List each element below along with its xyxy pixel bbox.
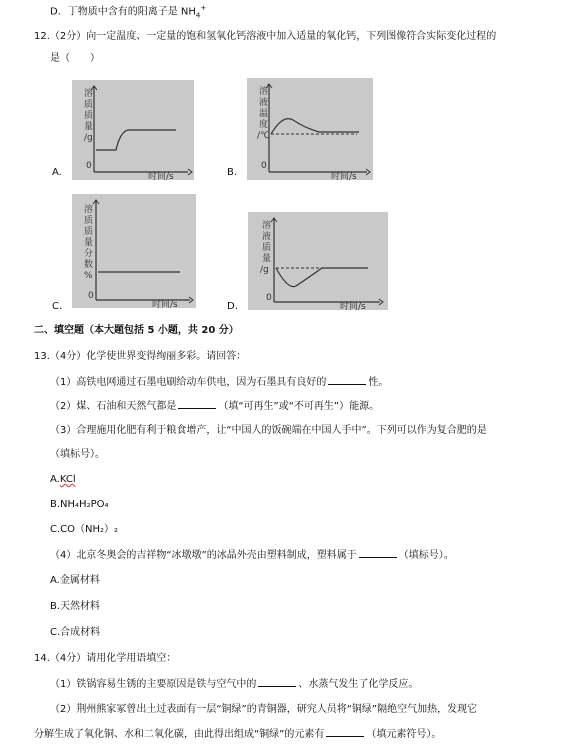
q12-option-b-letter: B. [227, 167, 238, 178]
q12-option-c-letter: C. [52, 301, 63, 312]
graph-b-ylabel-1: 溶 [259, 87, 269, 97]
graph-d-origin: 0 [266, 293, 272, 303]
q13-part4-option-a: A.金属材料 [50, 575, 100, 586]
graph-d-ylabel-4: 量 [262, 254, 272, 264]
q13-option-c: C.CO（NH₂）₂ [50, 524, 119, 535]
q13-part4-blank[interactable] [359, 548, 397, 558]
graph-a-svg [72, 80, 194, 180]
graph-a-origin: 0 [86, 161, 92, 171]
graph-d-ylabel-1: 溶 [262, 221, 272, 231]
q13-option-a: A.KCl [50, 474, 76, 485]
q13-part4: （4）北京冬奥会的吉祥物“冰墩墩”的冰晶外壳由塑料制成，塑料属于 （填标号）。 [50, 550, 454, 561]
q11-option-d: D．丁物质中含有的阳离子是 $NH_4^+$ [50, 4, 207, 20]
graph-a-xlabel: 时间/s [148, 172, 174, 180]
q12-option-a-letter: A. [52, 167, 62, 178]
graph-b-ylabel-5: /℃ [257, 131, 271, 141]
graph-a-x-arrow [188, 169, 192, 175]
q14-part2-blank[interactable] [326, 727, 364, 737]
graph-b-origin: 0 [261, 161, 267, 171]
graph-d-ylabel-2: 液 [262, 232, 272, 242]
graph-d-xlabel: 时间/s [340, 302, 366, 310]
graph-b-svg [247, 78, 373, 180]
graph-d-curve [276, 268, 368, 287]
q14-part1: （1）铁锅容易生锈的主要原因是铁与空气中的 、水蒸气发生了化学反应。 [50, 679, 419, 690]
q14-part1-blank[interactable] [258, 677, 296, 687]
q13-part1-blank[interactable] [328, 375, 366, 385]
q13-part2-blank[interactable] [178, 399, 216, 409]
graph-d-ylabel-3: 质 [262, 243, 272, 253]
graph-c-ylabel-7: % [84, 271, 93, 281]
graph-c-ylabel-1: 溶 [84, 205, 94, 215]
graph-c-ylabel-2: 质 [84, 216, 94, 226]
graph-d [248, 212, 388, 310]
graph-b-ylabel-4: 度 [259, 120, 269, 130]
graph-c [72, 194, 196, 308]
graph-a-curve [96, 130, 176, 150]
graph-c-xlabel: 时间/s [152, 300, 178, 308]
graph-b-ylabel-3: 温 [259, 109, 269, 119]
q12-stem-line2: 是（ ） [50, 53, 100, 64]
q13-part2: （2）煤、石油和天然气都是 （填“可再生”或“不可再生”）能源。 [50, 401, 380, 412]
graph-c-origin: 0 [88, 291, 94, 301]
q13-part1: （1）高铁电网通过石墨电刷给动车供电，因为石墨具有良好的 性。 [50, 377, 389, 388]
graph-c-ylabel-4: 量 [84, 238, 94, 248]
q13-part4-option-b: B.天然材料 [50, 601, 101, 612]
q13-option-b: B.NH₄H₂PO₄ [50, 499, 109, 510]
q14-part2-line1: （2）荆州熊家冢曾出土过表面有一层“铜绿”的青铜器，研究人员将“铜绿”隔绝空气加热，发现它 [50, 704, 478, 715]
q13-part4-option-c: C.合成材料 [50, 627, 101, 638]
graph-b-xlabel: 时间/s [331, 172, 357, 180]
graph-a [72, 80, 194, 180]
graph-c-ylabel-5: 分 [84, 249, 94, 259]
graph-b [247, 78, 373, 180]
q14-part2-line2: 分解生成了氧化铜、水和二氧化碳，由此得出组成“铜绿”的元素有 （填元素符号）。 [34, 729, 442, 740]
graph-c-svg [72, 194, 196, 308]
graph-a-ylabel-1: 溶 [84, 89, 94, 99]
q13-stem: 13.（4分）化学使世界变得绚丽多彩。请回答： [34, 351, 247, 362]
graph-a-ylabel-5: /g [84, 133, 93, 143]
q12-stem-line1: 12.（2分）向一定温度、一定量的饱和氢氧化钙溶液中加入适量的氧化钙，下列图像符合实际变化过程的 [34, 31, 497, 42]
q13-part3-line1: （3）合理施用化肥有利于粮食增产，让“中国人的饭碗端在中国人手中”。下列可以作为复合肥的是 [50, 425, 487, 436]
graph-d-svg [248, 212, 388, 310]
graph-a-ylabel-2: 质 [84, 100, 94, 110]
graph-a-ylabel-3: 质 [84, 111, 94, 121]
graph-d-ylabel-5: /g [260, 265, 269, 275]
graph-c-ylabel-3: 质 [84, 227, 94, 237]
q13-part3-line2: （填标号）。 [50, 449, 105, 460]
section-2-title: 二、填空题（本大题包括 5 小题，共 20 分） [34, 325, 239, 336]
q12-option-d-letter: D. [227, 301, 238, 312]
graph-c-ylabel-6: 数 [84, 260, 94, 270]
graph-b-curve [271, 119, 359, 134]
graph-a-ylabel-4: 量 [84, 122, 94, 132]
q14-stem: 14.（4分）请用化学用语填空： [34, 653, 177, 664]
graph-b-ylabel-2: 液 [259, 98, 269, 108]
